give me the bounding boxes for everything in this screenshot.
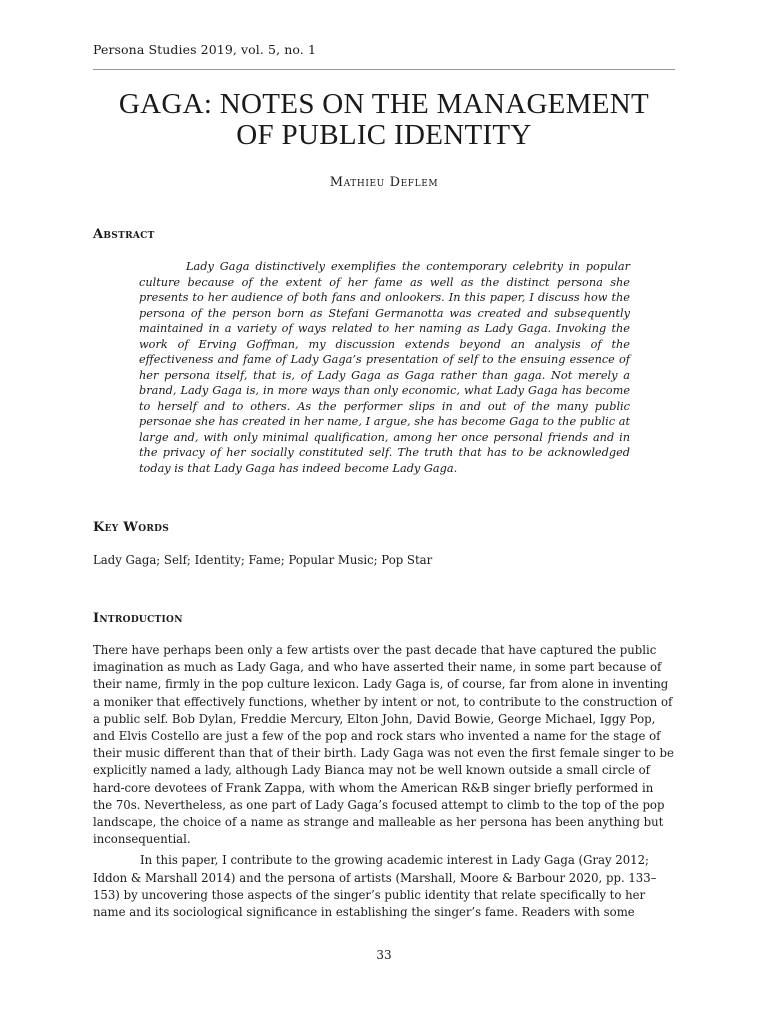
introduction-heading: Introduction xyxy=(93,611,183,626)
author-name: Mathieu Deflem xyxy=(329,175,439,190)
abstract-text: Lady Gaga distinctively exemplifies the contemporary celebrity in popular culture because of the extent of her fame as well as the distinct persona she presents to her audience of both fans and onlookers. In this paper, I discuss how the persona of the person born as Stefani Germanotta was created and subsequently maintained in a variety of ways related to her naming as Lady Gaga. Invoking the work of Erving Goffman, my discussion extends beyond an analysis of the effectiveness and fame of Lady Gaga’s presentation of self to the ensuing essence of her persona itself, that is, of Lady Gaga as Gaga rather than gaga. Not merely a brand, Lady Gaga is, in more ways than only economic, what Lady Gaga has become to herself and to others. As the performer slips in and out of the many public personae she has created in her name, I argue, she has become Gaga to the public at large and, with only minimal qualification, among her once personal friends and in the privacy of her socially constituted self. The truth that has to be acknowledged today is that Lady Gaga has indeed become Lady Gaga. xyxy=(139,260,630,475)
introduction-paragraph-1: There have perhaps been only a few artists over the past decade that have captured the public imagination as much as Lady Gaga, and who have asserted their name, in some part because of their name, firmly in the pop culture lexicon. Lady Gaga is, of course, far from alone in inventing a moniker that effectively functions, whether by intent or not, to contribute to the construction of a public self. Bob Dylan, Freddie Mercury, Elton John, David Bowie, George Michael, Iggy Pop, and Elvis Costello are just a few of the pop and rock stars who invented a name for the stage of their music different than that of their birth. Lady Gaga was not even the first female singer to be explicitly named a lady, although Lady Bianca may not be well known outside a small circle of hard-core devotees of Frank Zappa, with whom the American R&B singer briefly performed in the 70s. Nevertheless, as one part of Lady Gaga’s focused attempt to climb to the top of the pop landscape, the choice of a name as strange and malleable as her persona has been anything but inconsequential. xyxy=(93,643,674,847)
keywords-heading: Key Words xyxy=(93,520,170,535)
title-line-1: GAGA: NOTES ON THE MANAGEMENT xyxy=(118,88,650,120)
keywords-text: Lady Gaga; Self; Identity; Fame; Popular Music; Pop Star xyxy=(93,553,433,567)
introduction-paragraph-2: In this paper, I contribute to the growing academic interest in Lady Gaga (Gray 2012; Iddon & Marshall 2014) and the persona of artists (Marshall, Moore & Barbour 2020, pp. 133–153) by uncovering those aspects of the singer’s public identity that relate specifically to her name and its sociological significance in establishing the singer’s fame. Readers with some xyxy=(93,853,657,920)
title-line-2: OF PUBLIC IDENTITY xyxy=(236,119,532,151)
article-title xyxy=(93,89,675,151)
abstract-heading: Abstract xyxy=(93,227,155,242)
header-rule xyxy=(93,69,675,70)
page-number: 33 xyxy=(376,948,392,962)
introduction-body xyxy=(93,642,675,925)
running-head: Persona Studies 2019, vol. 5, no. 1 xyxy=(93,42,317,57)
